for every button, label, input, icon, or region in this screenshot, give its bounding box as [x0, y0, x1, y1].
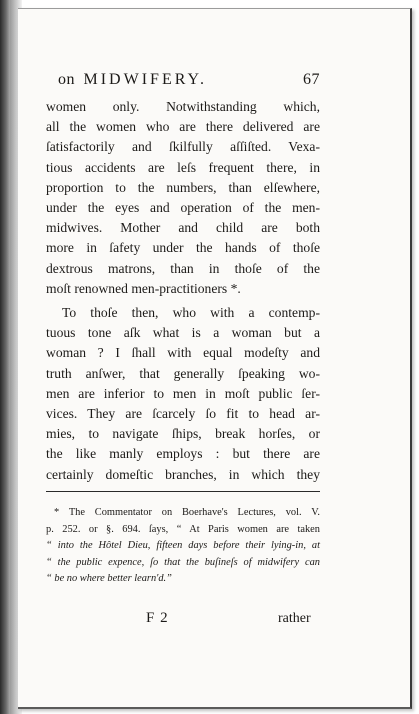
text-line: ſatisfactorily and ſkilfully aſſiſted. Vexa-: [46, 139, 320, 155]
running-head-title: MIDWIFERY.: [83, 71, 207, 88]
running-head: [58, 71, 320, 89]
footnote-line: “ be no where better learn'd.”: [46, 573, 172, 585]
text-line: the like manly employs : but there are: [46, 446, 320, 462]
text-line: men are inferior to men in moſt public ſer-: [46, 385, 320, 401]
footnote-line: “ the public expence, ſo that the buſineſs of midwifery can: [46, 556, 320, 568]
text-line: under the eyes and operation of the men-: [46, 200, 320, 216]
text-line: certainly domeſtic branches, in which they: [46, 466, 320, 482]
text-line: more in ſafety under the hands of thoſe: [46, 240, 320, 256]
text-line: dextrous matrons, than in thoſe of the: [46, 260, 320, 276]
text-line: moſt renowned men-practitioners *.: [46, 280, 241, 296]
text-line: tuous tone aſk what is a woman but a: [46, 325, 320, 341]
book-spine-shadow: [0, 0, 10, 714]
text-line: all the women who are there delivered are: [46, 119, 320, 135]
text-line: tious accidents are leſs frequent there, in: [46, 159, 320, 175]
footnote-line: p. 252. or §. 694. ſays, “ At Paris women are taken: [46, 523, 320, 535]
footnote: [46, 505, 320, 588]
text-line: woman ? I ſhall with equal modeſty and: [46, 345, 320, 361]
text-line: truth anſwer, that generally ſpeaking wo-: [46, 365, 320, 381]
footnote-line: “ into the Hôtel Dieu, fifteen days before their lying-in, at: [46, 540, 320, 552]
text-line: mies, to navigate ſhips, break horſes, or: [46, 426, 320, 442]
paragraph-continued: [46, 97, 320, 299]
text-line: To thoſe then, who with a contemp-: [62, 305, 320, 320]
footnote-line: * The Commentator on Boerhave's Lectures, vol. V.: [54, 507, 320, 518]
catchword: rather: [278, 611, 311, 626]
text-line: women only. Notwithstanding which,: [46, 99, 320, 114]
text-line: midwives. Mother and child are both: [46, 220, 320, 236]
paragraph-new: [46, 303, 320, 485]
footnote-rule: [46, 491, 320, 492]
page-number: 67: [303, 71, 320, 88]
text-line: proportion to the numbers, than elſewhere,: [46, 179, 320, 195]
text-line: vices. They are ſcarcely ſo fit to head ar-: [46, 406, 320, 422]
signature-mark: F 2: [146, 610, 169, 626]
running-head-prefix: on: [58, 71, 75, 88]
